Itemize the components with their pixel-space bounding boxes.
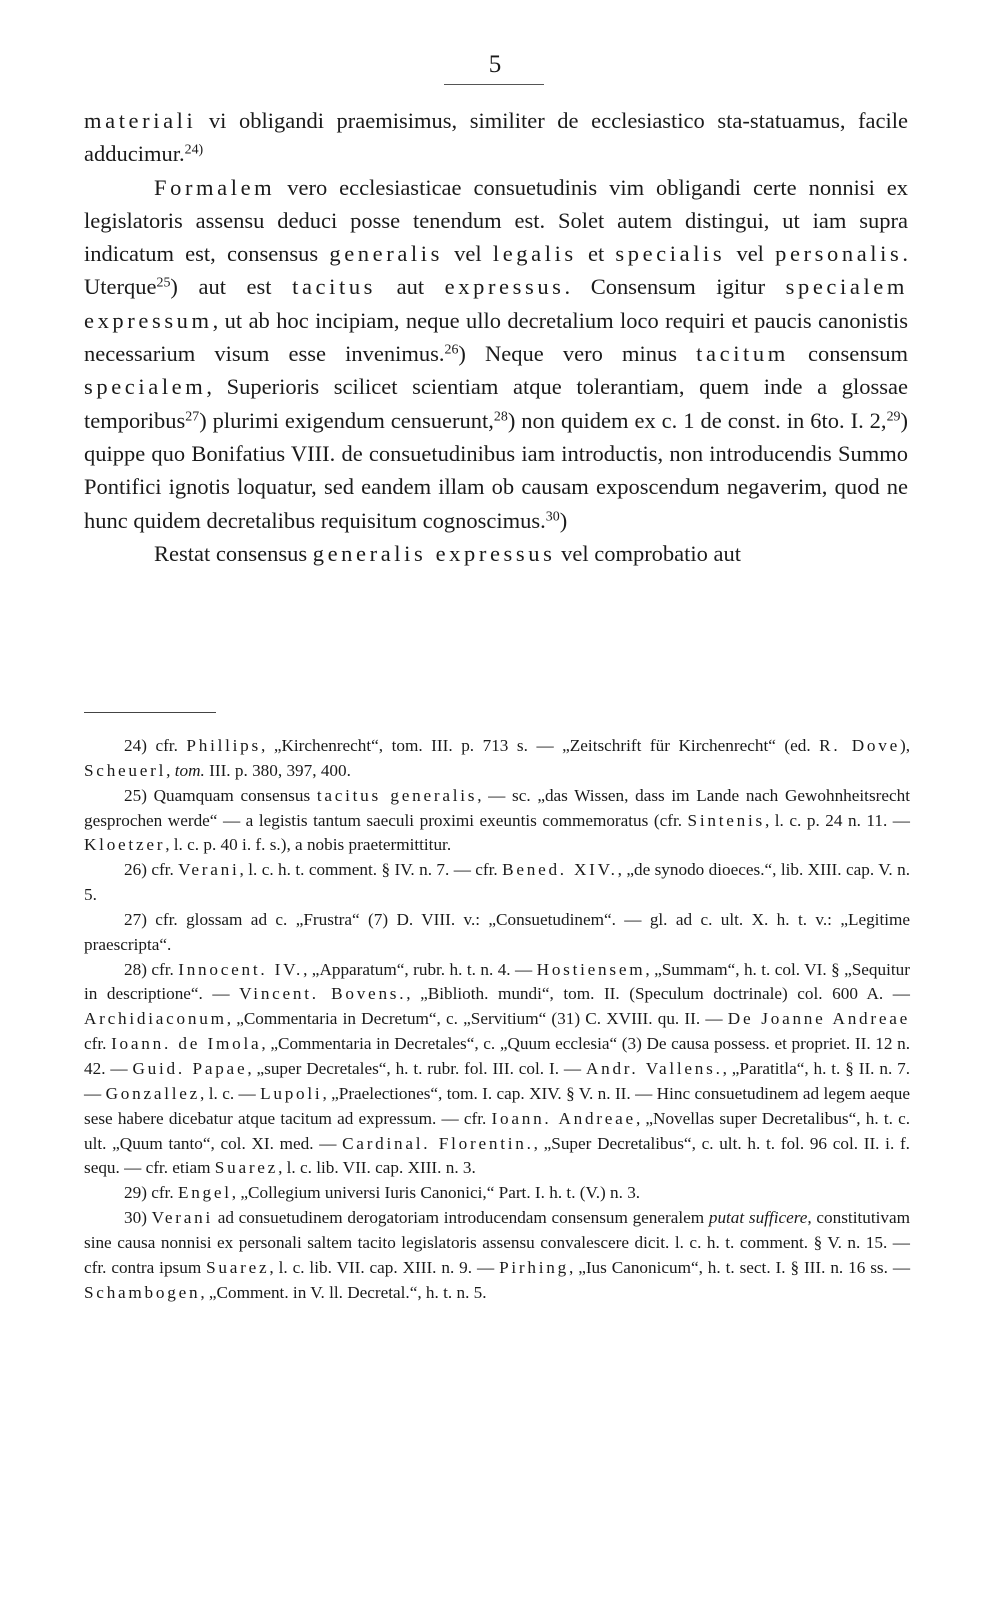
- text-run: ) Neque vero minus: [458, 341, 697, 367]
- text-run: 26) cfr.: [124, 860, 179, 880]
- footnote: [84, 734, 910, 784]
- text-run: , l. c. —: [200, 1083, 261, 1103]
- spaced-term: Sintenis: [687, 810, 765, 830]
- text-run: , „Biblioth. mundi“, tom. II. (Speculum doctrinale) col. 600 A. —: [406, 984, 910, 1004]
- spaced-term: Ioann. de Imola: [111, 1034, 262, 1054]
- spaced-term: Bened. XIV.: [502, 860, 618, 880]
- text-run: , „de synodo dioeces.“, lib. XIII. cap. V. n. 5.: [84, 860, 910, 905]
- footnote-ref: 24): [184, 142, 204, 158]
- text-run: , „Apparatum“, rubr. h. t. n. 4. —: [303, 959, 537, 979]
- spaced-term: tacitum: [696, 341, 789, 367]
- text-run: ad consuetudinem derogatoriam introducendam consensum generalem: [213, 1208, 709, 1228]
- footnote: [84, 1206, 910, 1305]
- text-run: vi obligandi praemisimus, similiter de ecclesiastico sta-statuamus, facile adducimur.: [84, 108, 908, 167]
- text-run: , „Commentaria in Decretales“, c. „Quum ecclesia“ (3) De causa possess. et propriet. II. 12 n. 42. —: [84, 1034, 910, 1078]
- spaced-term: specialem expressum: [84, 274, 908, 333]
- spaced-term: tacitus generalis: [316, 785, 478, 805]
- italic-text: putat sufficere: [708, 1208, 808, 1228]
- text-run: Restat consensus: [154, 540, 313, 566]
- spaced-term: Suarez: [206, 1257, 270, 1277]
- spaced-term: De Joanne Andreae: [727, 1009, 911, 1029]
- text-run: , „Paratitla“, h. t. § II. n. 7. —: [84, 1058, 911, 1103]
- text-run: ) non quidem ex c. 1 de const. in 6to. I. 2,: [507, 407, 887, 433]
- text-run: , l. c. p. 24 n. 11. —: [764, 810, 910, 830]
- text-run: . Consensum igitur: [564, 274, 786, 300]
- spaced-term: tacitus: [292, 274, 377, 300]
- footnote: [84, 908, 910, 958]
- footnotes: [84, 734, 910, 1305]
- body-paragraph: [84, 537, 908, 570]
- text-run: , „Collegium universi Iuris Canonici,“ Part. I. h. t. (V.) n. 3.: [231, 1183, 641, 1203]
- text-run: , „Summam“, h. t. col. VI. § „Sequitur in descriptione“. —: [84, 959, 910, 1004]
- footnote-ref: 29: [886, 409, 901, 424]
- spaced-term: Pirhing: [499, 1257, 569, 1277]
- text-run: , constitutivam sine causa nonnisi ex personali saltem tacito legislatoris assensu convalescere dicit. l. c. h. t. comment. § V. n. 15. — cfr. contra ipsum: [84, 1208, 910, 1277]
- text-run: , l. c. lib. VII. cap. XIII. n. 3.: [278, 1158, 476, 1178]
- footnote: [84, 1181, 910, 1206]
- text-run: vero ecclesiasticae consuetudinis vim obligandi certe nonnisi ex legislatoris assensu deduci posse tenendum est. Solet autem distingui, ut iam supra indicatum est, consensus: [84, 174, 908, 267]
- spaced-term: Verani: [151, 1208, 213, 1228]
- spaced-term: Schambogen: [84, 1282, 201, 1302]
- text-run: et: [576, 241, 616, 267]
- spaced-term: Gonzallez: [105, 1083, 201, 1103]
- text-run: cfr.: [84, 1034, 112, 1054]
- spaced-term: materiali: [84, 108, 197, 133]
- spaced-term: expressus: [444, 274, 565, 300]
- text-run: , „Kirchenrecht“, tom. III. p. 713 s. — „Zeitschrift für Kirchenrecht“ (ed.: [260, 736, 820, 755]
- spaced-term: Vincent. Bovens.: [239, 984, 407, 1004]
- body-paragraph: [84, 171, 908, 537]
- spaced-term: Hostiensem: [536, 959, 646, 979]
- spaced-term: Archidiaconum: [84, 1009, 227, 1029]
- spaced-term: personalis: [775, 241, 903, 267]
- text-run: ) aut est: [170, 274, 293, 300]
- italic-text: tom.: [174, 760, 205, 780]
- text-run: 25) Quamquam consensus: [124, 785, 317, 805]
- text-run: III. p. 380, 397, 400.: [204, 760, 351, 780]
- text-run: ) quippe quo Bonifatius VIII. de consuetudinibus iam introductis, non introducendis Summo Pontifici ignotis loquatur, sed eandem illam ob causam exposcendum negaverim, quod ne hunc quidem decretalibus requisitum cognoscimus.: [84, 407, 908, 533]
- text-run: , Superioris scilicet scientiam atque tolerantiam, quem inde a glossae temporibus: [84, 374, 908, 433]
- text-run: , „Super Decretalibus“, c. ult. h. t. fol. 96 col. II. i. f. sequ. — cfr. etiam: [84, 1133, 910, 1178]
- text-run: , „super Decretales“, h. t. rubr. fol. III. col. I. —: [247, 1058, 586, 1078]
- text-run: vel: [443, 241, 493, 267]
- text-run: vel: [725, 241, 776, 267]
- spaced-term: specialis: [615, 241, 726, 267]
- page-number: 5: [488, 51, 502, 78]
- spaced-term: Verani: [178, 860, 240, 880]
- spaced-term: Ioann. Andreae: [491, 1108, 636, 1128]
- footnote: [84, 784, 910, 859]
- spaced-term: Scheuerl: [84, 760, 167, 780]
- page-number-rule: [444, 84, 544, 85]
- text-run: , „Commentaria in Decretum“, c. „Servitium“ (31) C. XVIII. qu. II. —: [226, 1009, 728, 1029]
- footnote: [84, 858, 910, 908]
- text-run: 24) cfr.: [124, 736, 187, 755]
- spaced-term: Innocent. IV.: [178, 959, 304, 979]
- text-run: ),: [899, 736, 910, 755]
- text-run: , l. c. lib. VII. cap. XIII. n. 9. —: [269, 1257, 500, 1277]
- spaced-term: Kloetzer: [84, 835, 166, 855]
- text-run: ) plurimi exigendum censuerunt,: [199, 407, 494, 433]
- text-run: , l. c. h. t. comment. § IV. n. 7. — cfr.: [239, 860, 503, 880]
- main-text: [84, 104, 908, 570]
- text-run: , „Comment. in V. ll. Decretal.“, h. t. n. 5.: [200, 1282, 487, 1302]
- spaced-term: Lupoli: [260, 1083, 323, 1103]
- spaced-term: Andr. Vallens.: [585, 1058, 723, 1078]
- footnote-ref: 26: [444, 342, 459, 358]
- text-run: , ut ab hoc incipiam, neque ullo decretalium loco requiri et paucis canonistis necessarium visum esse invenimus.: [84, 307, 908, 367]
- text-run: 28) cfr.: [124, 959, 179, 979]
- footnote-ref: 28: [493, 409, 508, 424]
- spaced-term: Formalem: [154, 174, 276, 200]
- text-run: . Uterque: [84, 241, 908, 300]
- text-run: ,: [166, 760, 175, 780]
- spaced-term: specialem: [84, 374, 207, 400]
- spaced-term: Phillips: [186, 736, 261, 755]
- body-paragraph: [84, 104, 908, 171]
- text-run: consensum: [788, 341, 908, 367]
- text-run: ): [559, 507, 568, 533]
- spaced-term: Suarez: [214, 1158, 279, 1178]
- footnote-ref: 25: [156, 275, 171, 291]
- spaced-term: Engel: [177, 1183, 232, 1203]
- text-run: , „Praelectiones“, tom. I. cap. XIV. § V. n. II. — Hinc consuetudinem ad legem aeque sese habere dicebatur atque tacitum ad expressum. — cfr.: [84, 1083, 911, 1128]
- spaced-term: Cardinal. Florentin.: [342, 1133, 534, 1153]
- text-run: , l. c. p. 40 i. f. s.), a nobis praetermittitur.: [165, 835, 452, 855]
- footnote-ref: 30: [545, 508, 560, 524]
- spaced-term: generalis expressus: [312, 540, 556, 566]
- text-run: 27) cfr. glossam ad c. „Frustra“ (7) D. VIII. v.: „Consuetudinem“. — gl. ad c. ult. X. h. t. v.: „Legitime praescripta“.: [84, 909, 910, 954]
- text-run: vel comprobatio aut: [555, 540, 742, 566]
- text-run: , „Novellas super Decretalibus“, h. t. c. ult. „Quum tanto“, col. XI. med. —: [84, 1108, 911, 1153]
- text-run: , — sc. „das Wissen, dass im Lande nach Gewohnheitsrecht gesprochen werde“ — a legistis tantum saeculi proximi exeuntis commemoratus (cfr.: [84, 785, 910, 830]
- footnote-divider: [84, 712, 216, 713]
- footnote: [84, 958, 910, 1182]
- spaced-term: R. Dove: [819, 736, 900, 755]
- text-run: aut: [376, 274, 445, 300]
- footnote-ref: 27: [185, 409, 200, 424]
- text-run: 29) cfr.: [124, 1183, 178, 1203]
- spaced-term: generalis: [329, 241, 443, 267]
- text-run: , „Ius Canonicum“, h. t. sect. I. § III. n. 16 ss. —: [568, 1257, 911, 1277]
- spaced-term: Guid. Papae: [132, 1058, 248, 1078]
- text-run: 30): [124, 1208, 152, 1228]
- spaced-term: legalis: [492, 241, 577, 267]
